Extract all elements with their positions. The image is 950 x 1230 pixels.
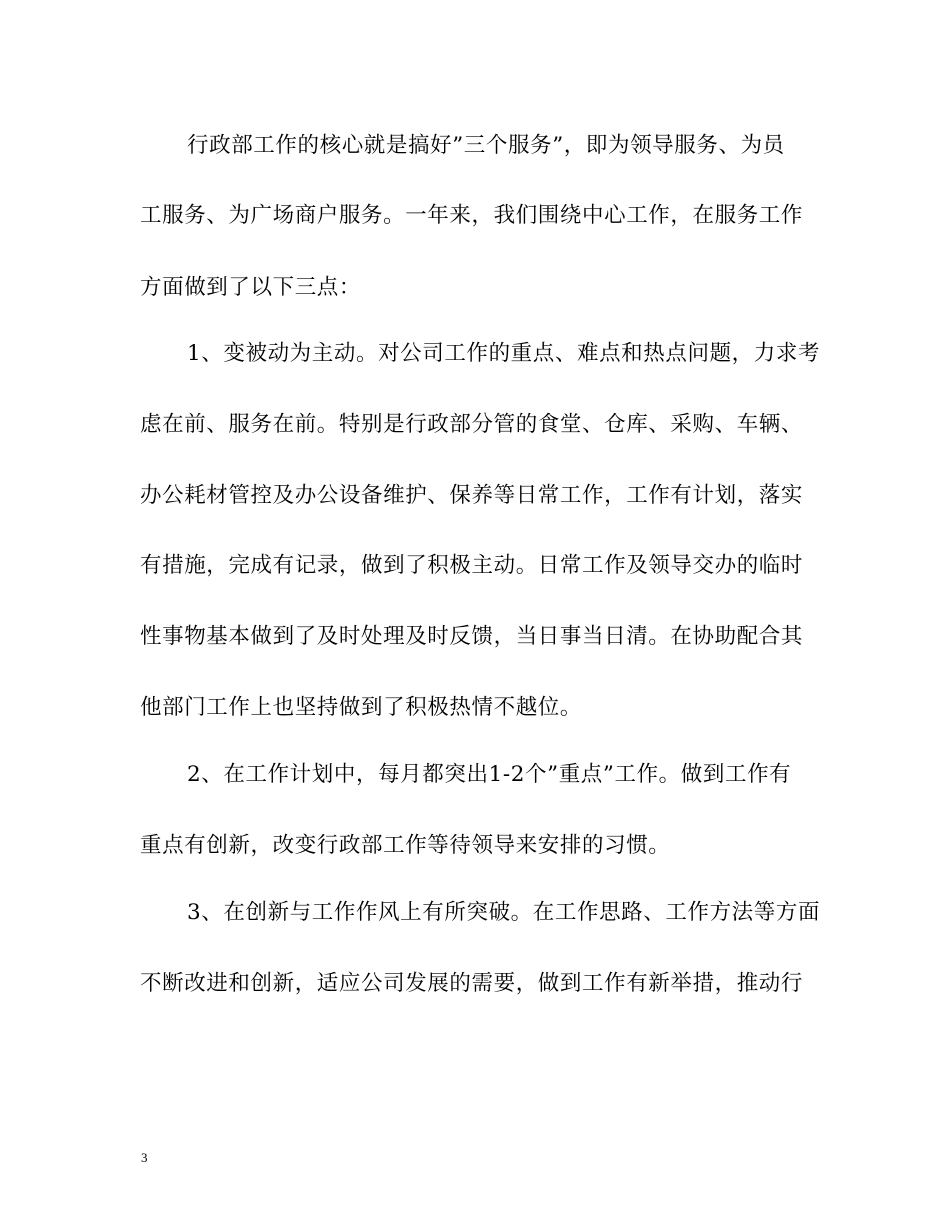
paragraph-line: 工服务、为广场商户服务。一年来，我们围绕中心工作，在服务工作 bbox=[140, 203, 804, 228]
paragraph-line: 3、在创新与工作作风上有所突破。在工作思路、工作方法等方面 bbox=[187, 900, 821, 925]
paragraph-line: 2、在工作计划中，每月都突出1-2个”重点”工作。做到工作有 bbox=[187, 762, 792, 787]
page-number: 3 bbox=[141, 1150, 148, 1165]
paragraph-line: 不断改进和创新，适应公司发展的需要，做到工作有新举措，推动行 bbox=[140, 971, 804, 996]
paragraph-line: 他部门工作上也坚持做到了积极热情不越位。 bbox=[140, 695, 583, 720]
paragraph-line: 性事物基本做到了及时处理及时反馈，当日事当日清。在协助配合其 bbox=[140, 624, 804, 649]
paragraph-line: 虑在前、服务在前。特别是行政部分管的食堂、仓库、采购、车辆、 bbox=[140, 412, 804, 437]
paragraph-line: 重点有创新，改变行政部工作等待领导来安排的习惯。 bbox=[140, 833, 671, 858]
paragraph-line: 有措施，完成有记录，做到了积极主动。日常工作及领导交办的临时 bbox=[140, 553, 804, 578]
paragraph-line: 办公耗材管控及办公设备维护、保养等日常工作，工作有计划，落实 bbox=[140, 483, 804, 508]
paragraph-line: 行政部工作的核心就是搞好”三个服务”，即为领导服务、为员 bbox=[187, 133, 785, 158]
paragraph-line: 1、变被动为主动。对公司工作的重点、难点和热点问题，力求考 bbox=[187, 341, 821, 366]
paragraph-line: 方面做到了以下三点： bbox=[140, 275, 362, 300]
